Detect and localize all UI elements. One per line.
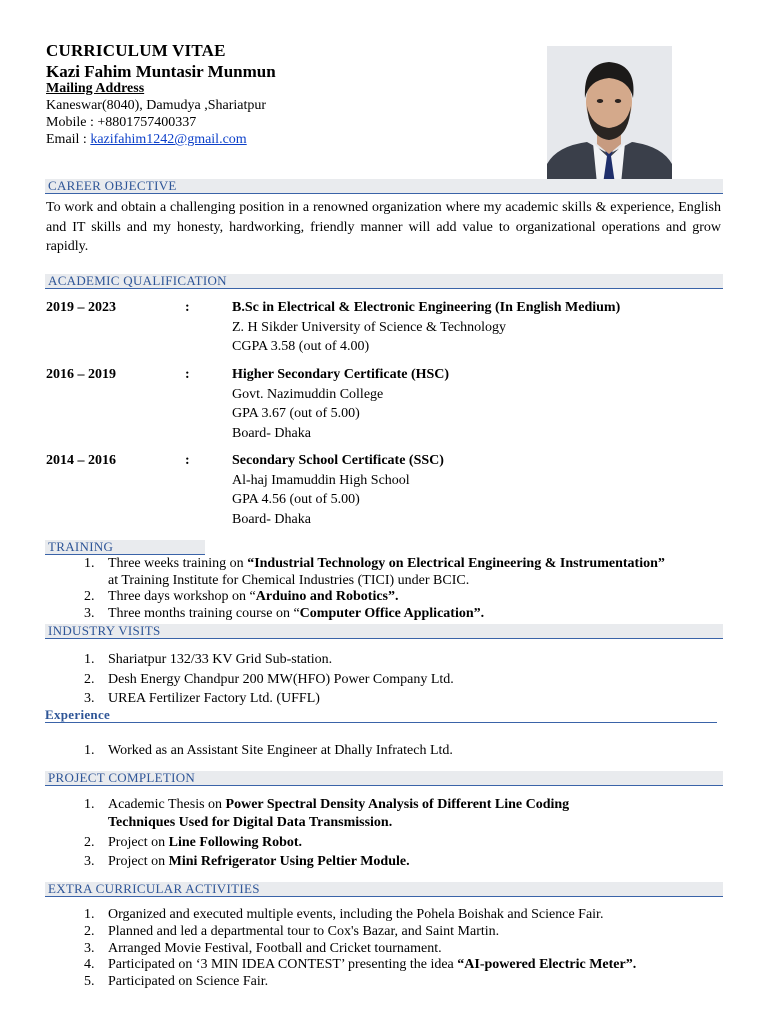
list-item: 1. Worked as an Assistant Site Engineer at Dhally Infratech Ltd.: [84, 743, 453, 758]
list-item: 2. Planned and led a departmental tour to Cox's Bazar, and Saint Martin.: [84, 923, 500, 939]
grade-result: GPA 4.56 (out of 5.00): [232, 492, 360, 507]
academic-years: 2019 – 2023: [46, 300, 116, 315]
academic-details: [232, 298, 732, 357]
section-heading-experience: Experience: [45, 708, 717, 723]
list-item: 3. UREA Fertilizer Factory Ltd. (UFFL): [84, 691, 320, 706]
list-item: 3. Three months training course on “Computer Office Application”.: [84, 605, 485, 621]
list-item: 3. Arranged Movie Festival, Football and Cricket tournament.: [84, 940, 442, 956]
list-item: 2. Project on Line Following Robot.: [84, 835, 303, 850]
list-item: 2. Three days workshop on “Arduino and Robotics”.: [84, 589, 399, 604]
mailing-address-heading: Mailing Address: [46, 81, 145, 96]
grade-result: GPA 3.67 (out of 5.00): [232, 406, 360, 421]
academic-years: 2014 – 2016: [46, 453, 116, 468]
address-line: Kaneswar(8040), Damudya ,Shariatpur: [46, 98, 267, 113]
degree-title: Secondary School Certificate (SSC): [232, 453, 444, 468]
list-item: 4. Participated on ‘3 MIN IDEA CONTEST’ presenting the idea “AI-powered Electric Meter”.: [84, 957, 637, 973]
extra-curricular-list: [46, 907, 726, 991]
project-list: [46, 796, 726, 871]
institution-name: Govt. Nazimuddin College: [232, 386, 384, 402]
institution-name: Z. H Sikder University of Science & Technology: [232, 319, 507, 335]
list-item: 1. Academic Thesis on Power Spectral Density Analysis of Different Line Coding Techniques Used for Digital Data Transmission.: [84, 797, 570, 830]
academic-details: [232, 365, 732, 443]
academic-colon: :: [185, 453, 190, 468]
training-list: [46, 556, 726, 622]
portrait-illustration: [547, 46, 672, 184]
academic-years: 2016 – 2019: [46, 367, 116, 382]
degree-title: Higher Secondary Certificate (HSC): [232, 367, 450, 382]
mobile-number: +8801757400337: [97, 115, 197, 130]
institution-name: Al-haj Imamuddin High School: [232, 472, 410, 488]
industry-visits-list: [46, 650, 726, 709]
degree-title: B.Sc in Electrical & Electronic Engineering (In English Medium): [232, 300, 621, 315]
academic-details: [232, 451, 732, 529]
document-title: CURRICULUM VITAE: [46, 41, 226, 60]
section-heading-industry-visits: INDUSTRY VISITS: [45, 624, 723, 639]
section-heading-extra-curricular: EXTRA CURRICULAR ACTIVITIES: [45, 882, 723, 897]
list-item: 5. Participated on Science Fair.: [84, 974, 269, 990]
section-heading-project-completion: PROJECT COMPLETION: [45, 771, 723, 786]
profile-photo: [547, 46, 672, 184]
academic-colon: :: [185, 300, 190, 315]
section-heading-career-objective: CAREER OBJECTIVE: [45, 179, 723, 194]
list-item: 1. Three weeks training on “Industrial Technology on Electrical Engineering & Instrumentation” at Training Institute for Chemical Industries (TICI) under BCIC.: [84, 556, 665, 588]
email-link[interactable]: kazifahim1242@gmail.com: [90, 132, 247, 147]
list-item: 1. Shariatpur 132/33 KV Grid Sub-station.: [84, 652, 333, 667]
list-item: 3. Project on Mini Refrigerator Using Peltier Module.: [84, 854, 410, 869]
academic-colon: :: [185, 367, 190, 382]
education-board: Board- Dhaka: [232, 425, 311, 441]
section-heading-training: TRAINING: [45, 540, 205, 555]
email-line: Email : kazifahim1242@gmail.com: [46, 132, 247, 147]
list-item: 1. Organized and executed multiple events, including the Pohela Boishak and Science Fair.: [84, 907, 604, 922]
candidate-name: Kazi Fahim Muntasir Munmun: [46, 62, 276, 81]
section-heading-academic: ACADEMIC QUALIFICATION: [45, 274, 723, 289]
education-board: Board- Dhaka: [232, 511, 311, 527]
career-objective-text: To work and obtain a challenging position in a renowned organization where my academic skills & experience, English and IT skills and my honesty, hardworking, friendly manner will add value to organizational operations and grow rapidly.: [46, 200, 721, 254]
mobile-line: Mobile : +8801757400337: [46, 115, 197, 130]
experience-list: [46, 741, 726, 761]
grade-result: CGPA 3.58 (out of 4.00): [232, 339, 370, 354]
list-item: 2. Desh Energy Chandpur 200 MW(HFO) Power Company Ltd.: [84, 671, 454, 687]
